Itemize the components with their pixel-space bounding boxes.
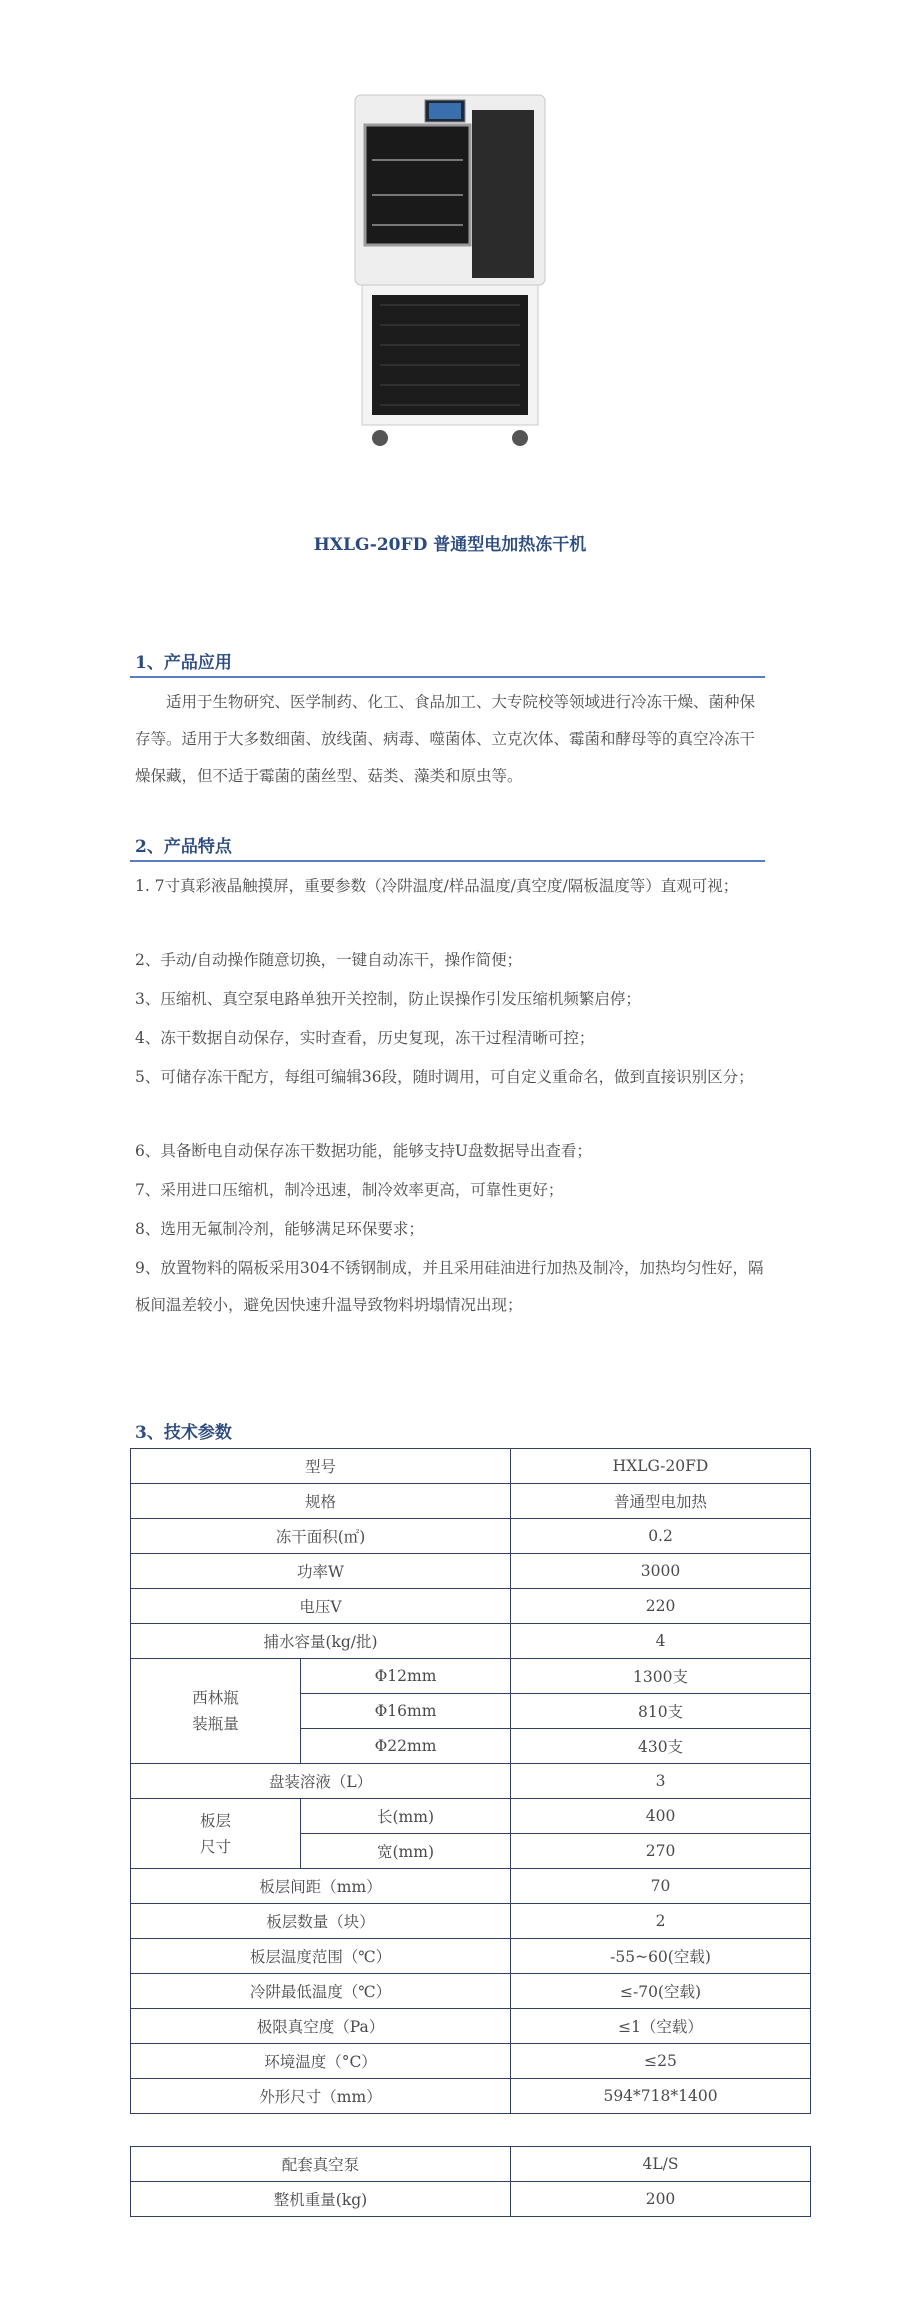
spec-label: 环境温度（°C）: [131, 2044, 511, 2079]
section-divider: [130, 860, 765, 862]
spec-value: 4: [511, 1624, 811, 1659]
table-row: [131, 2009, 811, 2044]
spec-value: 普通型电加热: [511, 1484, 811, 1519]
spec-table: [130, 1448, 811, 2114]
feature-item: 1. 7寸真彩液晶触摸屏，重要参数（冷阱温度/样品温度/真空度/隔板温度等）直观可视；: [135, 877, 739, 895]
product-title: HXLG-20FD 普通型电加热冻干机: [313, 535, 587, 555]
application-paragraph: 适用于生物研究、医学制药、化工、食品加工、大专院校等领域进行冷冻干燥、菌种保存等。适用于大多数细菌、放线菌、病毒、噬菌体、立克次体、霉菌和酵母等的真空冷冻干燥保藏，但不适于霉菌的菌丝型、菇类、藻类和原虫等。: [135, 693, 756, 785]
feature-item: 9、放置物料的隔板采用304不锈钢制成，并且采用硅油进行加热及制冷，加热均匀性好，隔板间温差较小，避免因快速升温导致物料坍塌情况出现；: [135, 1259, 764, 1314]
spec-value: 2: [511, 1904, 811, 1939]
feature-item: 5、可储存冻干配方，每组可编辑36段，随时调用，可自定义重命名，做到直接识别区分；: [135, 1068, 754, 1086]
spec-label: 极限真空度（Pa）: [131, 2009, 511, 2044]
section-title-specs: 3、技术参数: [135, 1423, 232, 1443]
table-row: [131, 1869, 811, 1904]
table-row: [131, 1904, 811, 1939]
table-row: [131, 1589, 811, 1624]
feature-item: 7、采用进口压缩机，制冷迅速，制冷效率更高，可靠性更好；: [135, 1181, 564, 1199]
spec-label: 板层间距（mm）: [131, 1869, 511, 1904]
table-row: [131, 2079, 811, 2114]
spec-value: 594*718*1400: [511, 2079, 811, 2114]
spec-value: 270: [511, 1834, 811, 1869]
freeze-dryer-product-image: [350, 90, 550, 450]
shelf-group-label-line2: 尺寸: [199, 1837, 231, 1856]
table-row: [131, 1554, 811, 1589]
vial-group-label-line2: 装瓶量: [192, 1715, 239, 1733]
spec-value: 430支: [511, 1729, 811, 1764]
spec-value: 1300支: [511, 1659, 811, 1694]
feature-item: 3、压缩机、真空泵电路单独开关控制，防止误操作引发压缩机频繁启停；: [135, 990, 641, 1008]
table-row: [131, 2147, 811, 2182]
shelf-group-label-line1: 板层: [199, 1811, 231, 1830]
table-row: [131, 1939, 811, 1974]
table-row: [131, 1659, 811, 1694]
spec-value: 3: [511, 1764, 811, 1799]
table-row: [131, 1974, 811, 2009]
shelf-group-label: [131, 1799, 301, 1869]
section-divider: [130, 676, 765, 678]
spec-label: 型号: [131, 1449, 511, 1484]
spec-value: ≤1（空载）: [511, 2009, 811, 2044]
table-row: [131, 1484, 811, 1519]
spec-value: 0.2: [511, 1519, 811, 1554]
feature-item: 8、选用无氟制冷剂，能够满足环保要求；: [135, 1220, 424, 1238]
spec-value: ≤25: [511, 2044, 811, 2079]
spec-value: 70: [511, 1869, 811, 1904]
spec-label: 功率W: [131, 1554, 511, 1589]
section-title-features: 2、产品特点: [135, 837, 232, 857]
spec-label: 冷阱最低温度（℃）: [131, 1974, 511, 2009]
spec-value: 4L/S: [511, 2147, 811, 2182]
spec-value: 200: [511, 2182, 811, 2217]
spec-value: -55~60(空载): [511, 1939, 811, 1974]
spec-value: 810支: [511, 1694, 811, 1729]
spec-value: 3000: [511, 1554, 811, 1589]
table-row: [131, 2182, 811, 2217]
spec-label: 电压V: [131, 1589, 511, 1624]
spec-label: 外形尺寸（mm）: [131, 2079, 511, 2114]
table-row: [131, 1449, 811, 1484]
table-row: [131, 2044, 811, 2079]
spec-value: HXLG-20FD: [511, 1449, 811, 1484]
spec-sublabel: 长(mm): [301, 1799, 511, 1834]
feature-item: 2、手动/自动操作随意切换，一键自动冻干，操作简便；: [135, 951, 523, 969]
spec-sublabel: Φ12mm: [301, 1659, 511, 1694]
feature-item: 4、冻干数据自动保存，实时查看，历史复现，冻干过程清晰可控；: [135, 1029, 595, 1047]
feature-item: 6、具备断电自动保存冻干数据功能，能够支持U盘数据导出查看；: [135, 1142, 592, 1160]
spec-value: 220: [511, 1589, 811, 1624]
table-row: [131, 1519, 811, 1554]
spec-value: ≤-70(空载): [511, 1974, 811, 2009]
spec-label: 板层数量（块）: [131, 1904, 511, 1939]
spec-label: 整机重量(kg): [131, 2182, 511, 2217]
spec-label: 冻干面积(㎡): [131, 1519, 511, 1554]
spec-label: 板层温度范围（℃）: [131, 1939, 511, 1974]
spec-label: 捕水容量(kg/批): [131, 1624, 511, 1659]
spec-sublabel: 宽(mm): [301, 1834, 511, 1869]
spec-label: 配套真空泵: [131, 2147, 511, 2182]
spec-sublabel: Φ22mm: [301, 1729, 511, 1764]
table-row: [131, 1764, 811, 1799]
table-row: [131, 1624, 811, 1659]
vial-group-label: [131, 1659, 301, 1764]
spec-value: 400: [511, 1799, 811, 1834]
spec-label: 规格: [131, 1484, 511, 1519]
vial-group-label-line1: 西林瓶: [192, 1689, 239, 1707]
table-row: [131, 1799, 811, 1834]
section-title-application: 1、产品应用: [135, 653, 232, 673]
spec-label: 盘装溶液（L）: [131, 1764, 511, 1799]
spec-sublabel: Φ16mm: [301, 1694, 511, 1729]
spec-table-extra: [130, 2146, 811, 2217]
